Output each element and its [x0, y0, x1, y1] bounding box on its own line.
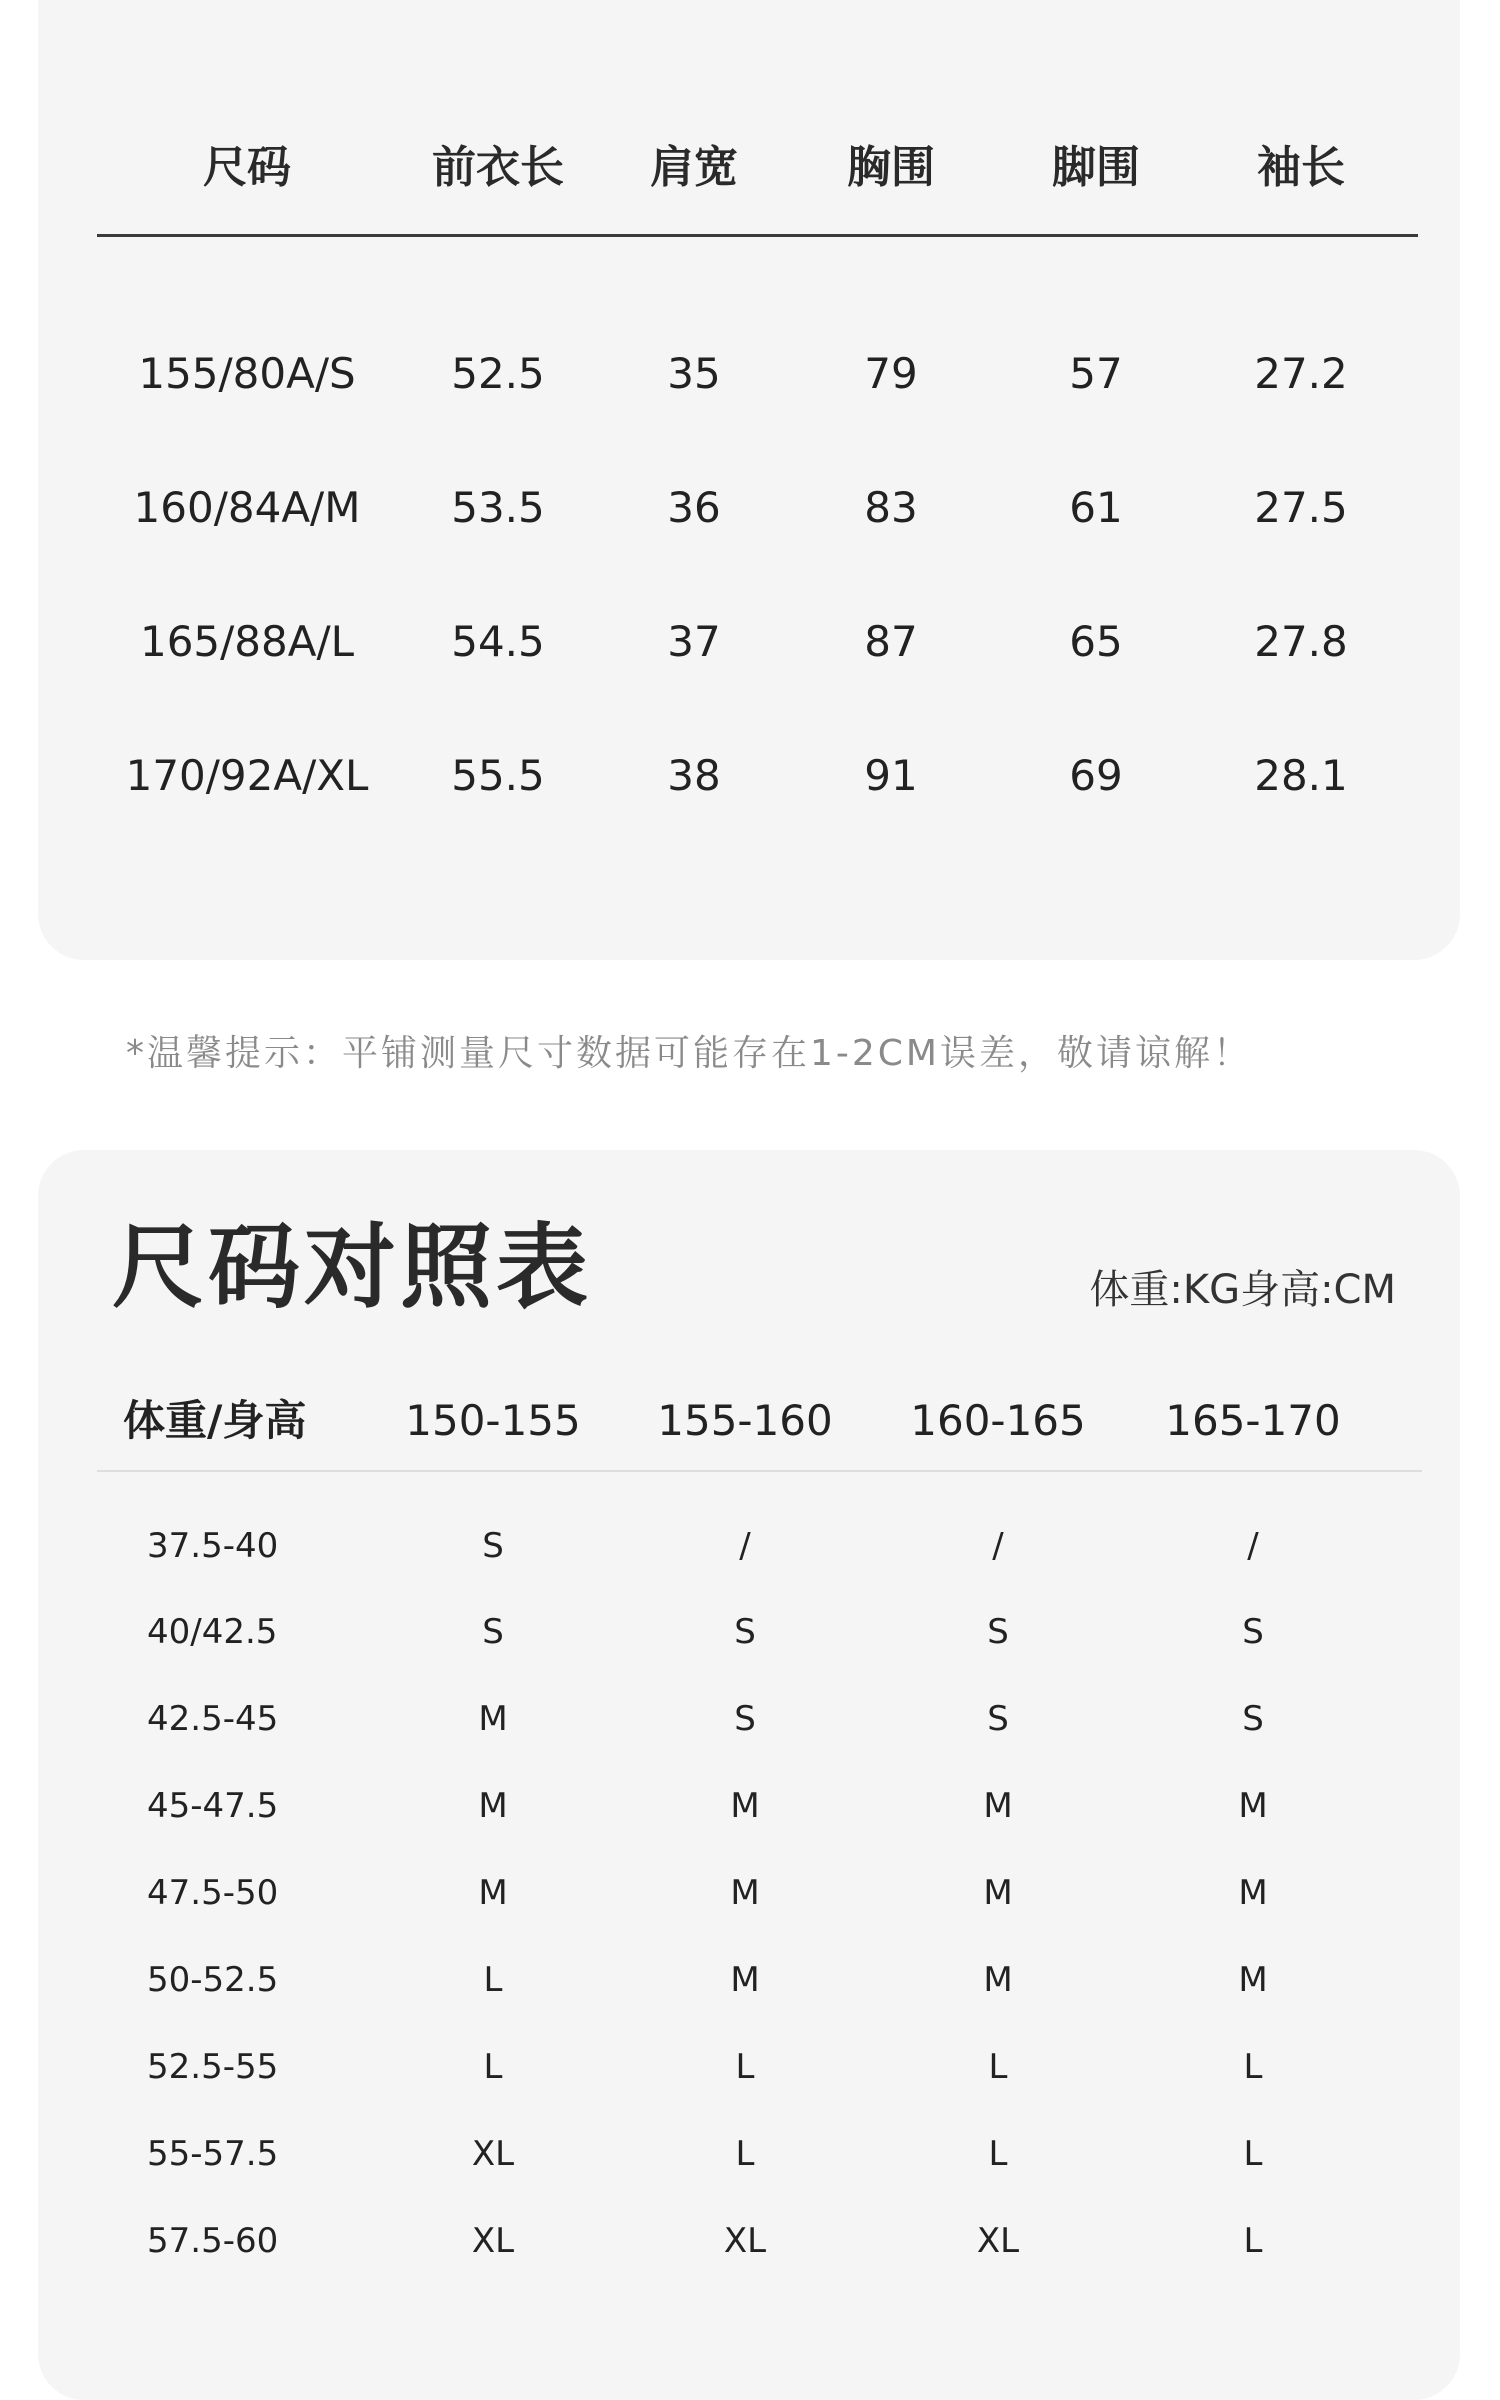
size-value: M [478, 1873, 508, 1913]
size-value: L [1243, 2221, 1263, 2261]
size-value: M [983, 1786, 1013, 1826]
front-length-cell: 55.5 [451, 751, 545, 800]
size-measurement-card [38, 0, 1460, 960]
size-value: M [478, 1699, 508, 1739]
size-value: L [735, 2134, 755, 2174]
measurement-tip: *温馨提示：平铺测量尺寸数据可能存在1-2CM误差，敬请谅解！ [126, 1033, 1252, 1074]
size-value: L [483, 2047, 503, 2087]
shoulder-width-cell: 37 [667, 617, 721, 666]
size-value: M [983, 1960, 1013, 2000]
size-table-divider [97, 234, 1418, 237]
size-value: M [730, 1873, 760, 1913]
corner-label: 体重/身高 [123, 1396, 307, 1445]
size-value: M [730, 1960, 760, 2000]
chest-cell: 79 [864, 349, 918, 398]
size-value: S [987, 1612, 1009, 1652]
size-value: L [1243, 2047, 1263, 2087]
comparison-row [38, 2134, 1460, 2177]
comparison-row [38, 2221, 1460, 2264]
size-cell: 170/92A/XL [125, 751, 369, 800]
size-value: S [734, 1699, 756, 1739]
hem-cell: 61 [1069, 483, 1123, 532]
shoulder-width-cell: 36 [667, 483, 721, 532]
size-value: S [1242, 1612, 1264, 1652]
weight-range: 50-52.5 [147, 1960, 279, 2000]
size-comparison-card [38, 1150, 1460, 2400]
header-size: 尺码 [203, 142, 291, 193]
sleeve-length-cell: 27.2 [1254, 349, 1348, 398]
size-value: L [988, 2134, 1008, 2174]
weight-range: 37.5-40 [147, 1526, 279, 1566]
size-table-row [38, 349, 1460, 403]
size-table-row [38, 617, 1460, 671]
size-value: XL [471, 2134, 515, 2174]
size-value: S [1242, 1699, 1264, 1739]
size-value: XL [976, 2221, 1020, 2261]
header-sleeve-length: 袖长 [1257, 142, 1345, 193]
header-chest: 胸围 [847, 142, 935, 193]
shoulder-width-cell: 38 [667, 751, 721, 800]
sleeve-length-cell: 27.8 [1254, 617, 1348, 666]
sleeve-length-cell: 27.5 [1254, 483, 1348, 532]
sleeve-length-cell: 28.1 [1254, 751, 1348, 800]
size-value: S [987, 1699, 1009, 1739]
weight-range: 55-57.5 [147, 2134, 279, 2174]
size-table-row [38, 751, 1460, 805]
size-value: S [482, 1526, 504, 1566]
hem-cell: 65 [1069, 617, 1123, 666]
size-value: M [478, 1786, 508, 1826]
height-column-label: 165-170 [1165, 1396, 1341, 1445]
shoulder-width-cell: 35 [667, 349, 721, 398]
size-value: XL [471, 2221, 515, 2261]
size-value: L [1243, 2134, 1263, 2174]
comparison-title: 尺码对照表 [112, 1214, 593, 1321]
header-shoulder-width: 肩宽 [650, 142, 738, 193]
comparison-row [38, 1612, 1460, 1655]
size-table-row [38, 483, 1460, 537]
size-value: M [1238, 1960, 1268, 2000]
chest-cell: 83 [864, 483, 918, 532]
size-value: L [483, 1960, 503, 2000]
comparison-row [38, 1873, 1460, 1916]
chest-cell: 87 [864, 617, 918, 666]
unit-note: 体重:KG身高:CM [1089, 1267, 1396, 1313]
weight-range: 40/42.5 [147, 1612, 278, 1652]
size-value: M [1238, 1873, 1268, 1913]
weight-range: 47.5-50 [147, 1873, 279, 1913]
size-table-header [38, 142, 1460, 196]
weight-range: 45-47.5 [147, 1786, 279, 1826]
comparison-header [38, 1396, 1460, 1450]
height-column-label: 155-160 [657, 1396, 833, 1445]
weight-range: 52.5-55 [147, 2047, 279, 2087]
size-value: L [988, 2047, 1008, 2087]
height-column-label: 160-165 [910, 1396, 1086, 1445]
front-length-cell: 52.5 [451, 349, 545, 398]
front-length-cell: 54.5 [451, 617, 545, 666]
front-length-cell: 53.5 [451, 483, 545, 532]
comparison-row [38, 1526, 1460, 1569]
size-value: M [730, 1786, 760, 1826]
comparison-row [38, 2047, 1460, 2090]
size-value: S [734, 1612, 756, 1652]
size-value: M [983, 1873, 1013, 1913]
size-cell: 165/88A/L [139, 617, 355, 666]
chest-cell: 91 [864, 751, 918, 800]
weight-range: 42.5-45 [147, 1699, 279, 1739]
comparison-divider [97, 1470, 1422, 1472]
size-cell: 155/80A/S [138, 349, 356, 398]
size-value: / [739, 1526, 751, 1566]
size-value: / [1247, 1526, 1259, 1566]
size-cell: 160/84A/M [133, 483, 361, 532]
size-value: / [992, 1526, 1004, 1566]
weight-range: 57.5-60 [147, 2221, 279, 2261]
size-value: L [735, 2047, 755, 2087]
comparison-row [38, 1786, 1460, 1829]
header-hem: 脚围 [1052, 142, 1140, 193]
height-column-label: 150-155 [405, 1396, 581, 1445]
size-value: M [1238, 1786, 1268, 1826]
comparison-row [38, 1699, 1460, 1742]
header-front-length: 前衣长 [432, 142, 564, 193]
hem-cell: 69 [1069, 751, 1123, 800]
size-value: XL [723, 2221, 767, 2261]
size-value: S [482, 1612, 504, 1652]
hem-cell: 57 [1069, 349, 1123, 398]
comparison-row [38, 1960, 1460, 2003]
